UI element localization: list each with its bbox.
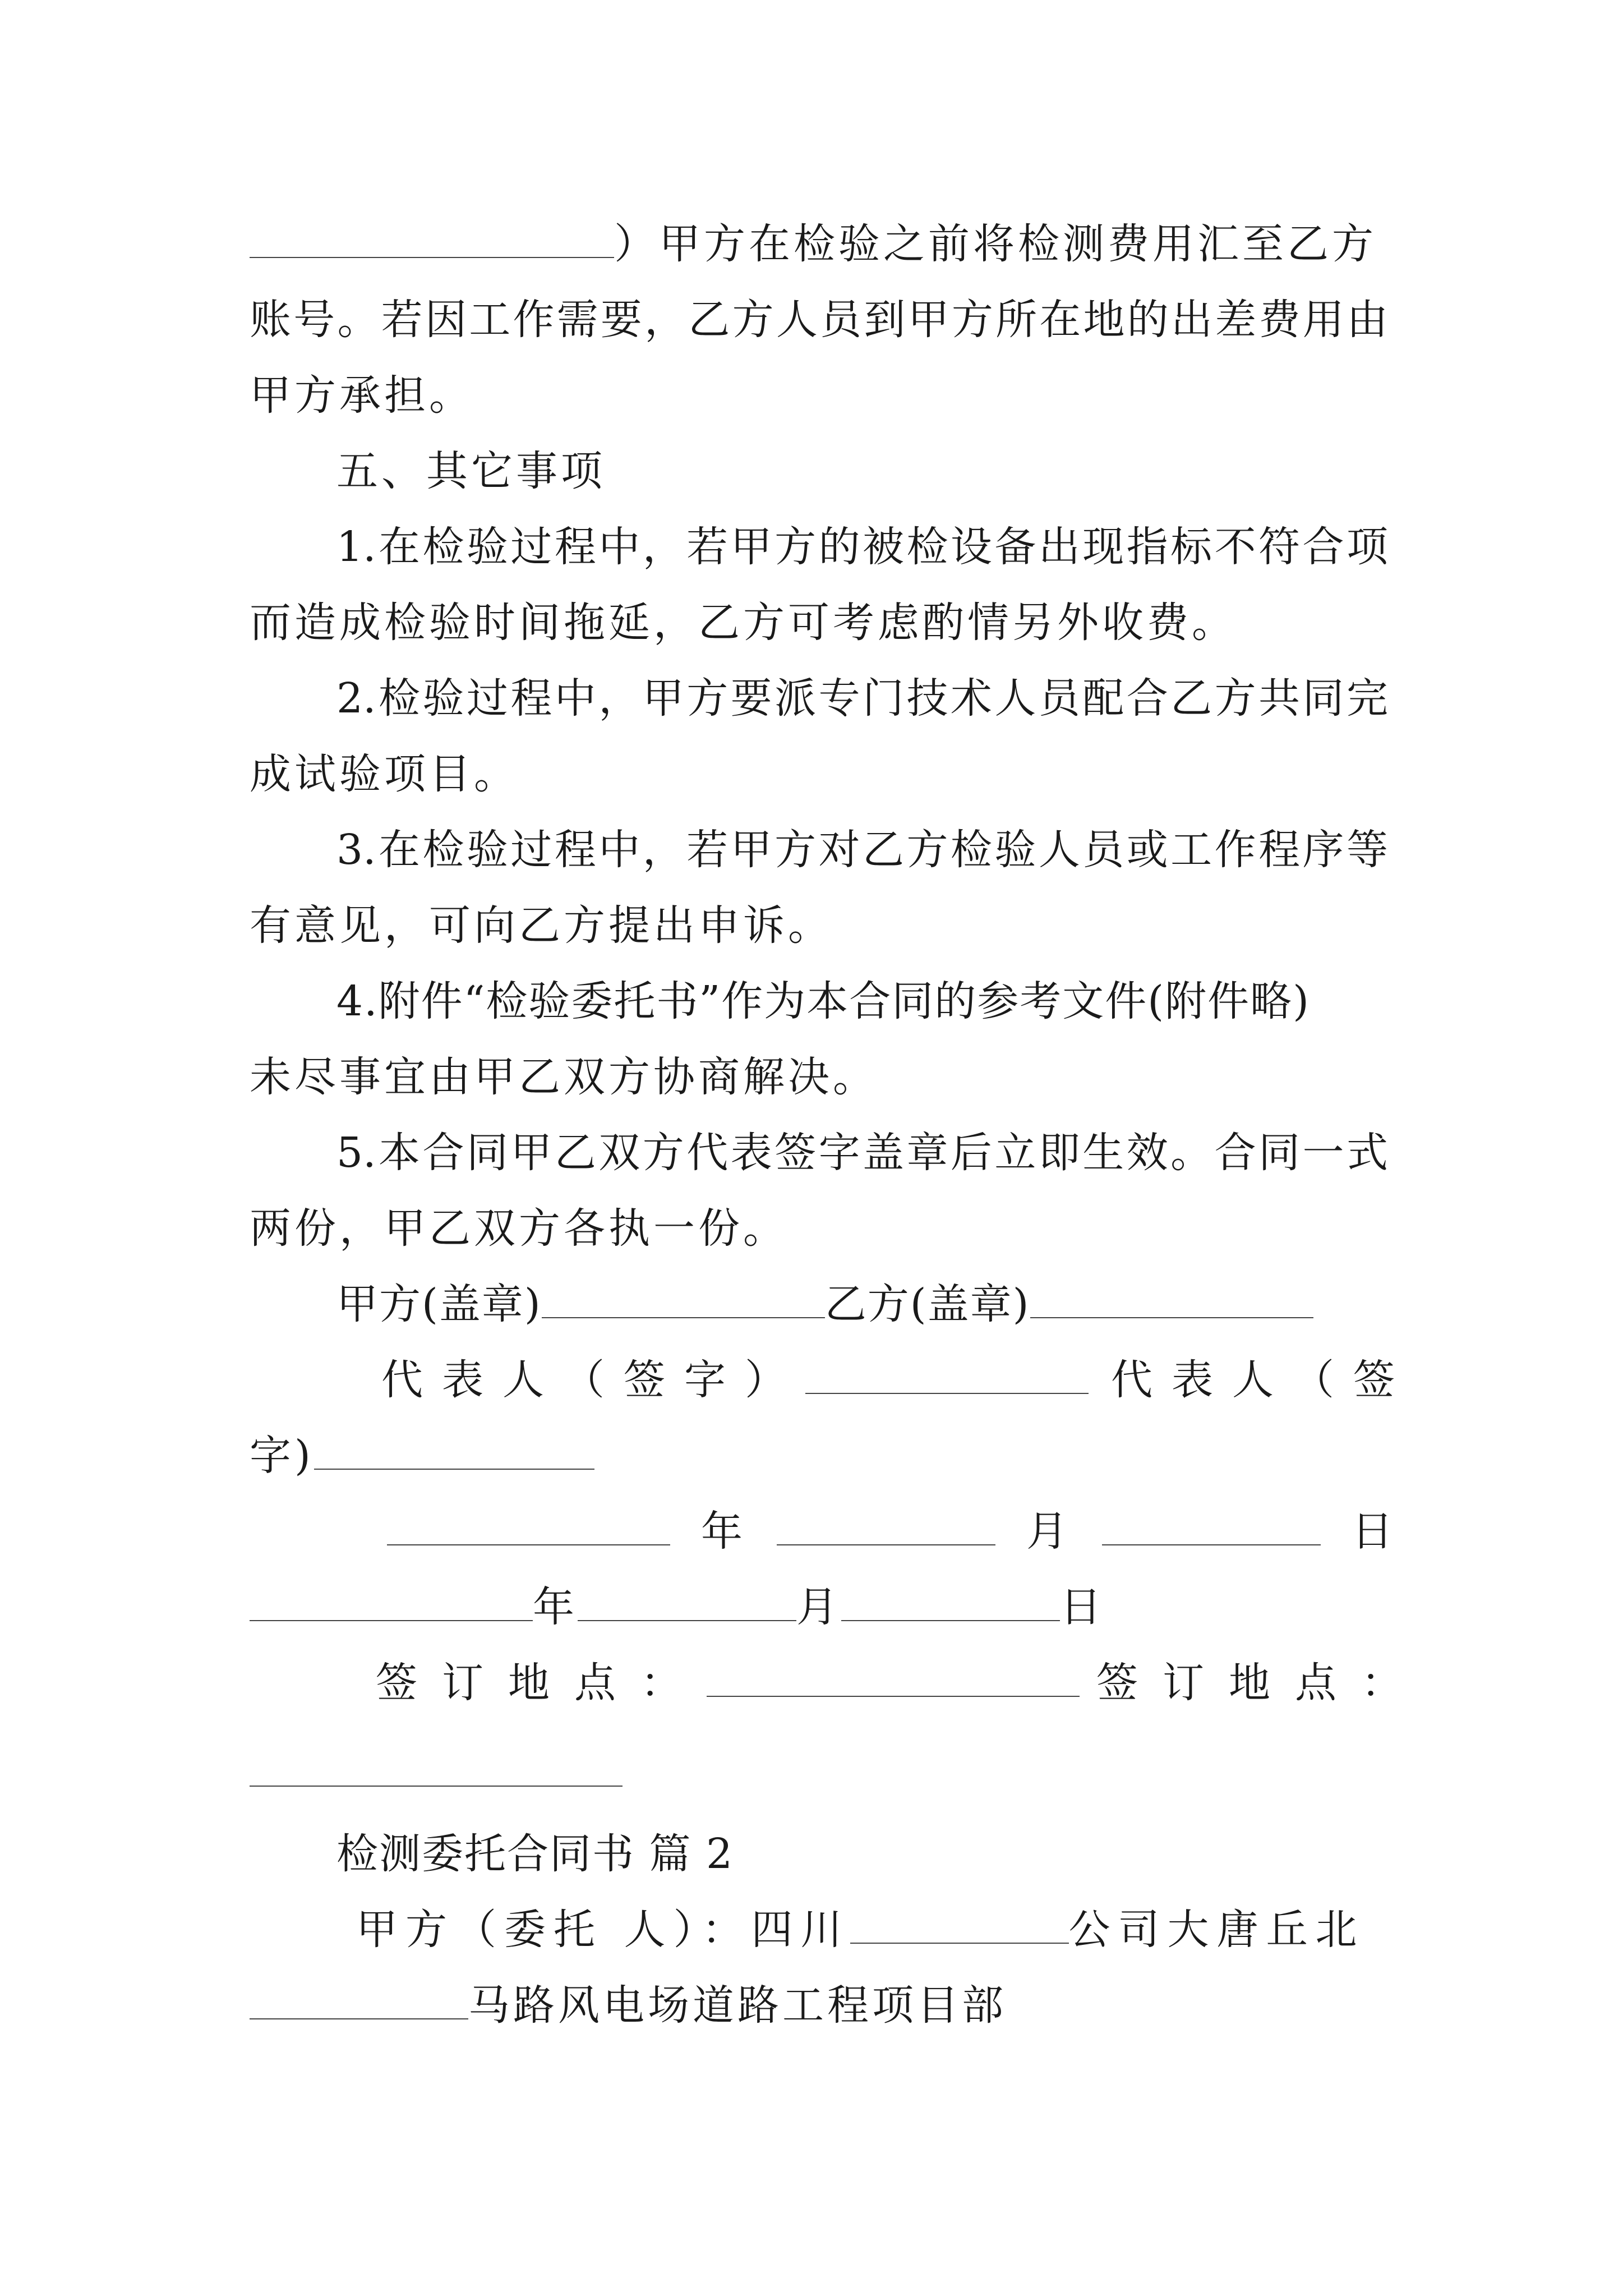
fill-blank bbox=[250, 220, 614, 258]
rep-right-label: 代表人（签 bbox=[1111, 1356, 1414, 1404]
paragraph-line: 成试验项目。 bbox=[250, 750, 519, 798]
date-line bbox=[250, 1579, 1388, 1635]
party-a-suffix: 公司大唐丘北 bbox=[1068, 1906, 1365, 1954]
seal-line bbox=[336, 1276, 1388, 1332]
day-label: 日 bbox=[1352, 1507, 1396, 1556]
paragraph-line: 3.在检验过程中，若甲方对乙方检验人员或工作程序等 bbox=[336, 826, 1388, 874]
paragraph-line: 4.附件“检验委托书”作为本合同的参考文件(附件略) bbox=[336, 977, 1311, 1025]
place-left-blank bbox=[707, 1659, 1080, 1697]
paragraph-line: 两份，甲乙双方各执一份。 bbox=[250, 1204, 788, 1253]
place-right-blank bbox=[250, 1749, 623, 1787]
company-blank bbox=[850, 1906, 1069, 1944]
project-name: 马路风电场道路工程项目部 bbox=[468, 1981, 1007, 2030]
day-label: 日 bbox=[1060, 1583, 1105, 1631]
party-a-line bbox=[356, 1902, 1388, 1958]
paragraph-line: 甲方承担。 bbox=[250, 371, 474, 420]
location-blank bbox=[250, 1981, 468, 2019]
month-blank bbox=[578, 1583, 796, 1621]
place-line-cont bbox=[250, 1745, 1388, 1801]
text-run: ）甲方在检验之前将检测费用汇至乙方 bbox=[614, 220, 1377, 268]
place-line bbox=[376, 1655, 1427, 1711]
year-blank bbox=[387, 1507, 670, 1545]
party-a-seal-label: 甲方(盖章) bbox=[336, 1280, 542, 1328]
paragraph-line: 而造成检验时间拖延，乙方可考虑酌情另外收费。 bbox=[250, 599, 1237, 647]
representative-line bbox=[381, 1352, 1414, 1408]
year-label: 年 bbox=[701, 1507, 746, 1556]
date-line bbox=[387, 1503, 1396, 1559]
rep-right-blank bbox=[314, 1432, 594, 1470]
place-left-label: 签订地点： bbox=[376, 1659, 707, 1707]
rep-left-blank bbox=[805, 1356, 1089, 1394]
paragraph-line bbox=[250, 216, 1388, 272]
paragraph-line: 5.本合同甲乙双方代表签字盖章后立即生效。合同一式 bbox=[336, 1129, 1388, 1177]
paragraph-line: 有意见，可向乙方提出申诉。 bbox=[250, 901, 833, 950]
paragraph-line: 未尽事宜由甲乙双方协商解决。 bbox=[250, 1053, 878, 1101]
party-a-seal-blank bbox=[542, 1280, 825, 1318]
place-right-label: 签订地点： bbox=[1096, 1659, 1427, 1707]
month-label: 月 bbox=[1026, 1507, 1071, 1556]
month-label: 月 bbox=[796, 1583, 841, 1631]
paragraph-line: 2.检验过程中，甲方要派专门技术人员配合乙方共同完 bbox=[336, 674, 1388, 723]
month-blank bbox=[777, 1507, 995, 1545]
year-blank bbox=[250, 1583, 533, 1621]
rep-right-label-end: 字) bbox=[250, 1432, 314, 1480]
year-label: 年 bbox=[533, 1583, 578, 1631]
section-heading: 五、其它事项 bbox=[336, 447, 606, 495]
party-a-prefix: 甲方（委托 人）：四川 bbox=[356, 1906, 850, 1954]
rep-left-label: 代表人（签字） bbox=[381, 1356, 805, 1404]
representative-line-cont bbox=[250, 1428, 1388, 1484]
section-title: 检测委托合同书 篇 2 bbox=[336, 1830, 734, 1878]
paragraph-line: 账号。若因工作需要，乙方人员到甲方所在地的出差费用由 bbox=[250, 296, 1388, 344]
day-blank bbox=[1102, 1507, 1321, 1545]
party-b-seal-label: 乙方(盖章) bbox=[824, 1280, 1030, 1328]
paragraph-line: 1.在检验过程中，若甲方的被检设备出现指标不符合项 bbox=[336, 523, 1388, 571]
day-blank bbox=[841, 1583, 1060, 1621]
project-line bbox=[250, 1977, 1388, 2033]
party-b-seal-blank bbox=[1030, 1280, 1313, 1318]
